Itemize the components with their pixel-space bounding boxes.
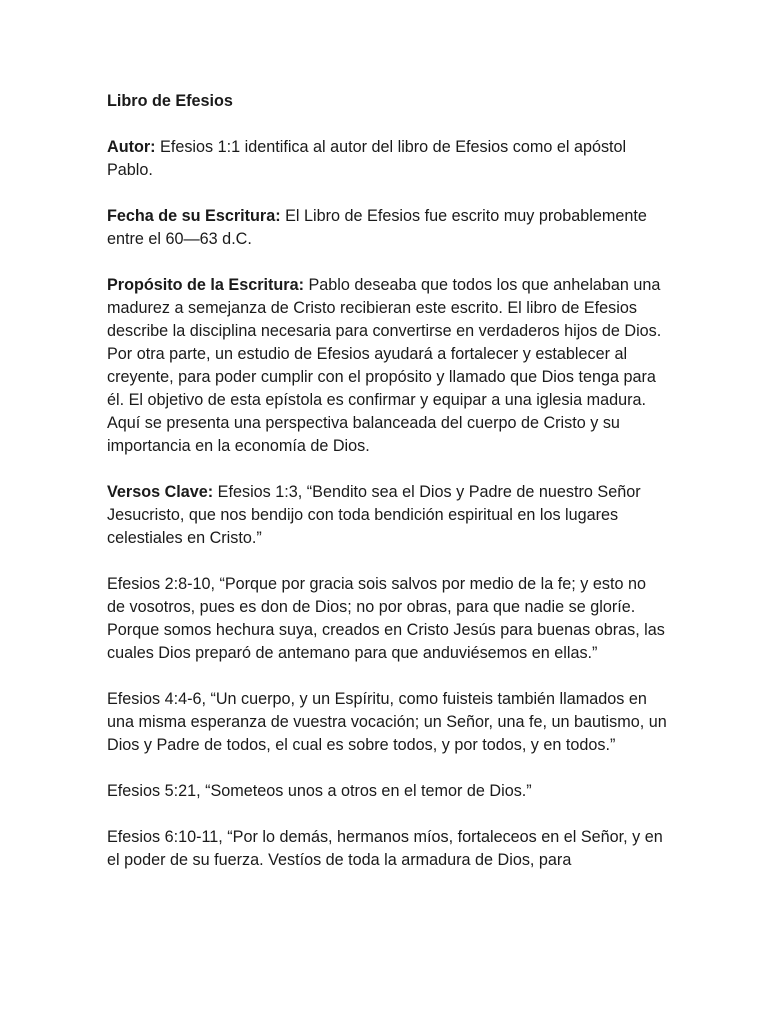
verse-paragraph: Efesios 2:8-10, “Porque por gracia sois salvos por medio de la fe; y esto no de vosotros, pues es don de Dios; no por obras, para que nadie se gloríe. Porque somos hechura suya, creados en Cristo Jesús para buenas obras, las cuales Dios preparó de antemano para que anduviésemos en ellas.”: [107, 575, 665, 662]
author-paragraph: [107, 136, 667, 182]
purpose-paragraph: [107, 274, 667, 458]
key-verses-label: Versos Clave:: [107, 483, 214, 501]
date-text: El Libro de Efesios fue escrito muy probablemente entre el 60—63 d.C.: [107, 207, 647, 248]
purpose-text: Pablo deseaba que todos los que anhelaban una madurez a semejanza de Cristo recibieran este escrito. El libro de Efesios describe la disciplina necesaria para convertirse en verdaderos hijos de Dios. Por otra parte, un estudio de Efesios ayudará a fortalecer y establecer al creyente, para poder cumplir con el propósito y llamado que Dios tenga para él. El objetivo de esta epístola es confirmar y equipar a una iglesia madura. Aquí se presenta una perspectiva balanceada del cuerpo de Cristo y su importancia en la economía de Dios.: [107, 276, 662, 455]
author-text: Efesios 1:1 identifica al autor del libro de Efesios como el apóstol Pablo.: [107, 138, 627, 179]
key-verses-paragraph: [107, 481, 667, 550]
key-verses-text: Efesios 1:3, “Bendito sea el Dios y Padre de nuestro Señor Jesucristo, que nos bendijo con toda bendición espiritual en los lugares celestiales en Cristo.”: [107, 483, 641, 547]
date-label: Fecha de su Escritura:: [107, 207, 281, 225]
document-body: [107, 90, 667, 895]
document-title: Libro de Efesios: [107, 92, 233, 110]
verse-paragraph: Efesios 6:10-11, “Por lo demás, hermanos míos, fortaleceos en el Señor, y en el poder de su fuerza. Vestíos de toda la armadura de Dios, para: [107, 828, 663, 869]
purpose-label: Propósito de la Escritura:: [107, 276, 304, 294]
verse-paragraph: Efesios 4:4-6, “Un cuerpo, y un Espíritu, como fuisteis también llamados en una misma esperanza de vuestra vocación; un Señor, una fe, un bautismo, un Dios y Padre de todos, el cual es sobre todos, y por todos, y en todos.”: [107, 690, 667, 754]
date-paragraph: [107, 205, 667, 251]
verse-paragraph: Efesios 5:21, “Someteos unos a otros en el temor de Dios.”: [107, 782, 532, 800]
author-label: Autor:: [107, 138, 156, 156]
